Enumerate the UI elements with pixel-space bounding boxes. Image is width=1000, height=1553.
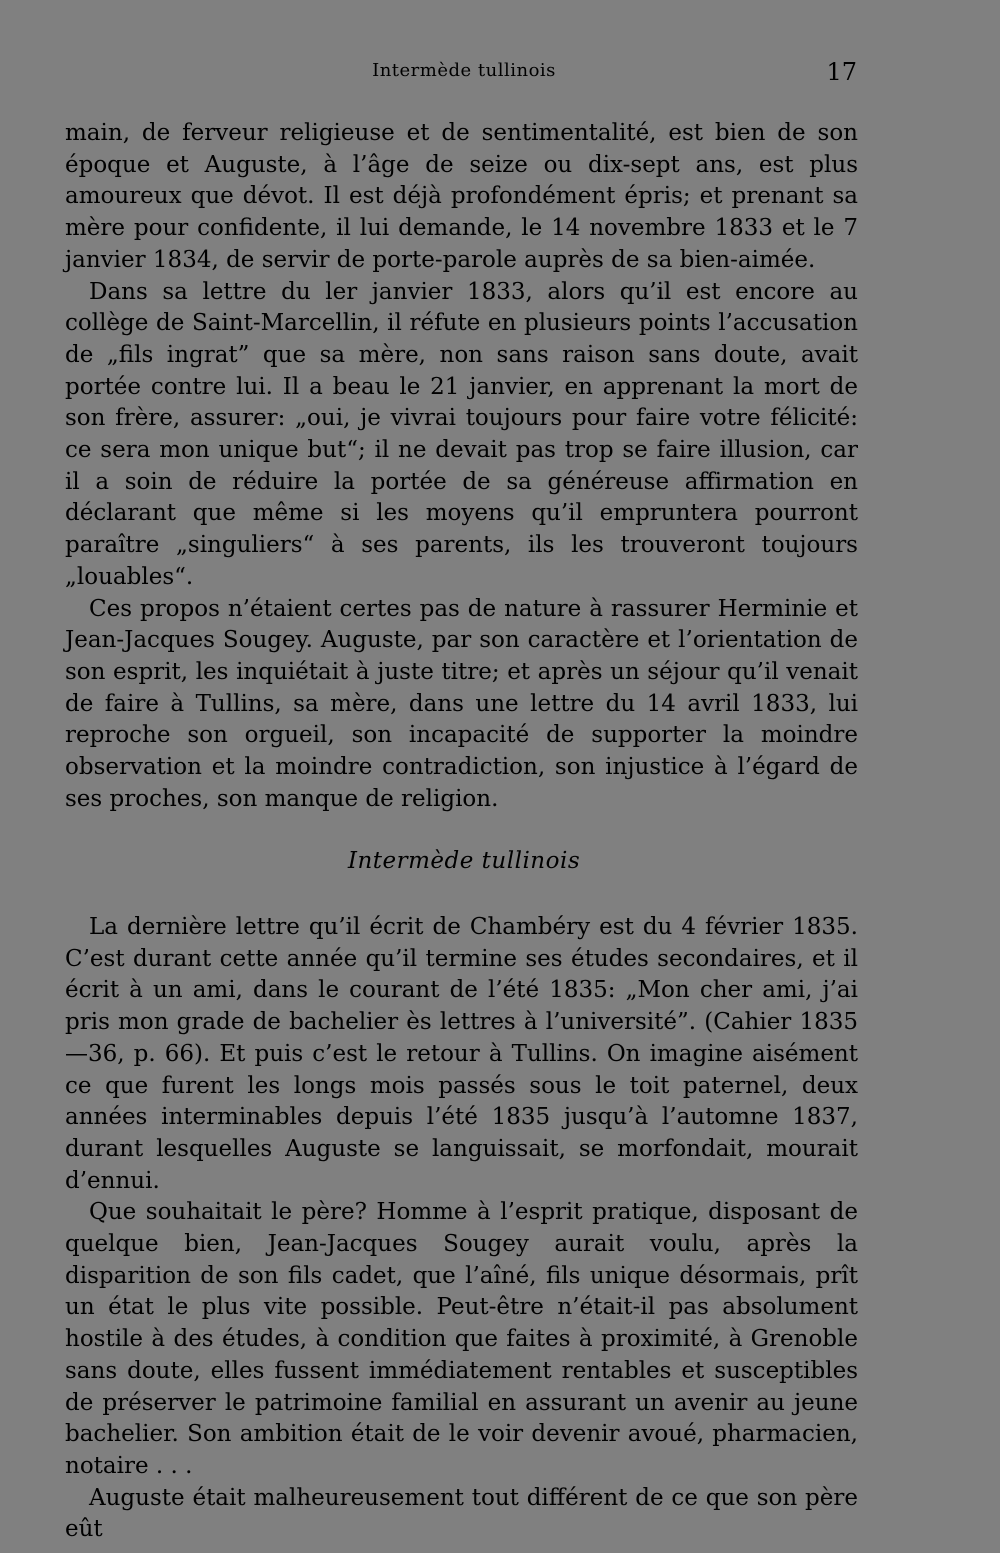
paragraph-5: Que souhaitait le père? Homme à l’esprit pratique, disposant de quelque bien, Jean-Jacques Sougey aurait voulu, après la disparition de son fils cadet, que l’aîné, fils unique désormais, prît un état le plus vite possible. Peut-être n’était-il pas absolument hostile à des études, à condition que faites à proximité, à Grenoble sans doute, elles fussent immédiatement rentables et susceptibles de préserver le patrimoine familial en assurant un avenir au jeune bachelier. Son ambition était de le voir devenir avoué, pharmacien, notaire . . . (65, 1199, 858, 1479)
paragraph-6: Auguste était malheureusement tout différent de ce que son père eût (65, 1484, 858, 1543)
page-header (0, 58, 1000, 88)
page-number: 17 (826, 58, 857, 86)
paragraph-2: Dans sa lettre du ler janvier 1833, alors qu’il est encore au collège de Saint-Marcellin, il réfute en plusieurs points l’accusation de „fils ingrat” que sa mère, non sans raison sans doute, avait portée contre lui. Il a beau le 21 janvier, en apprenant la mort de son frère, assurer: „oui, je vivrai toujours pour faire votre félicité: ce sera mon unique but“; il ne devait pas trop se faire illusion, car il a soin de réduire la portée de sa généreuse affirmation en déclarant que même si les moyens qu’il empruntera pourront paraître „singuliers“ à ses parents, ils les trouveront toujours „louables“. (65, 278, 858, 590)
text-block-top (65, 118, 858, 815)
paragraph-4: La dernière lettre qu’il écrit de Chambéry est du 4 février 1835. C’est durant cette année qu’il termine ses études secondaires, et il écrit à un ami, dans le courant de l’été 1835: „Mon cher ami, j’ai pris mon grade de bachelier ès lettres à l’université”. (Cahier 1835—36, p. 66). Et puis c’est le retour à Tullins. On imagine aisément ce que furent les longs mois passés sous le toit paternel, deux années interminables depuis l’été 1835 jusqu’à l’automne 1837, durant lesquelles Auguste se languissait, se morfondait, mourait d’ennui. (65, 914, 858, 1194)
text-block-bottom (65, 912, 858, 1546)
paragraph-3: Ces propos n’étaient certes pas de nature à rassurer Herminie et Jean-Jacques Sougey. Auguste, par son caractère et l’orientation de son esprit, les inquiétait à juste titre; et après un séjour qu’il venait de faire à Tullins, sa mère, dans une lettre du 14 avril 1833, lui reproche son orgueil, son incapacité de supporter la moindre observation et la moindre contradiction, son injustice à l’égard de ses proches, son manque de religion. (65, 595, 858, 812)
section-heading: Intermède tullinois (347, 848, 581, 874)
running-title: Intermède tullinois (372, 60, 556, 81)
paragraph-1: main, de ferveur religieuse et de sentimentalité, est bien de son époque et Auguste, à l’âge de seize ou dix-sept ans, est plus amoureux que dévot. Il est déjà profondément épris; et prenant sa mère pour confidente, il lui demande, le 14 novembre 1833 et le 7 janvier 1834, de servir de porte-parole auprès de sa bien-aimée. (65, 120, 858, 273)
